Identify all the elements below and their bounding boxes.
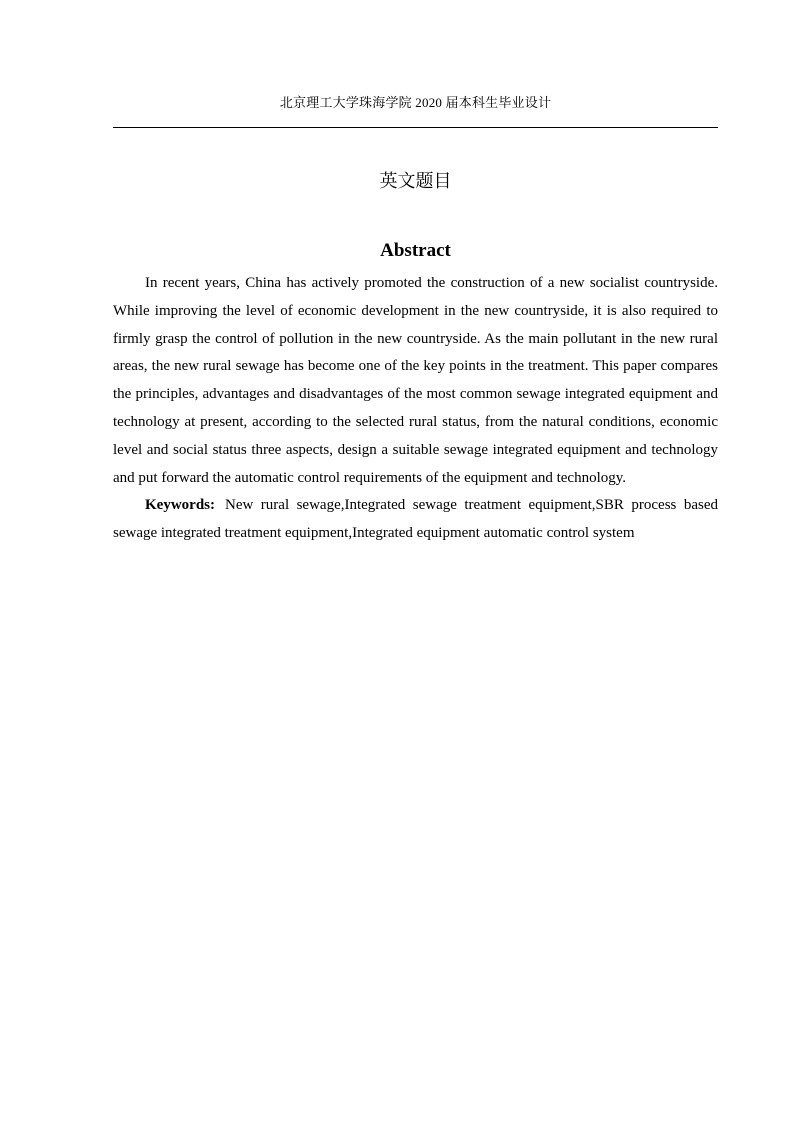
abstract-heading: Abstract: [380, 240, 451, 261]
page-title: 英文题目: [379, 171, 452, 192]
keywords-label: Keywords:: [145, 497, 215, 514]
header-divider: [113, 127, 718, 128]
keywords-text: New rural sewage,Integrated sewage treatment equipment,SBR process based sewage integrated treatment equipment,Integrated equipment automatic control system: [113, 497, 718, 542]
abstract-paragraph: In recent years, China has actively promoted the construction of a new socialist countryside. While improving the level of economic development in the new countryside, it is also required to firmly grasp the control of pollution in the new countryside. As the main pollutant in the new rural areas, the new rural sewage has become one of the key points in the treatment. This paper compares the principles, advantages and disadvantages of the most common sewage integrated equipment and technology at present, according to the selected rural status, from the natural conditions, economic level and social status three aspects, design a suitable sewage integrated equipment and technology and put forward the automatic control requirements of the equipment and technology.: [113, 275, 718, 486]
page-header: 北京理工大学珠海学院 2020 届本科生毕业设计: [279, 95, 552, 110]
abstract-section: [113, 270, 718, 548]
keywords-paragraph: [113, 492, 718, 548]
